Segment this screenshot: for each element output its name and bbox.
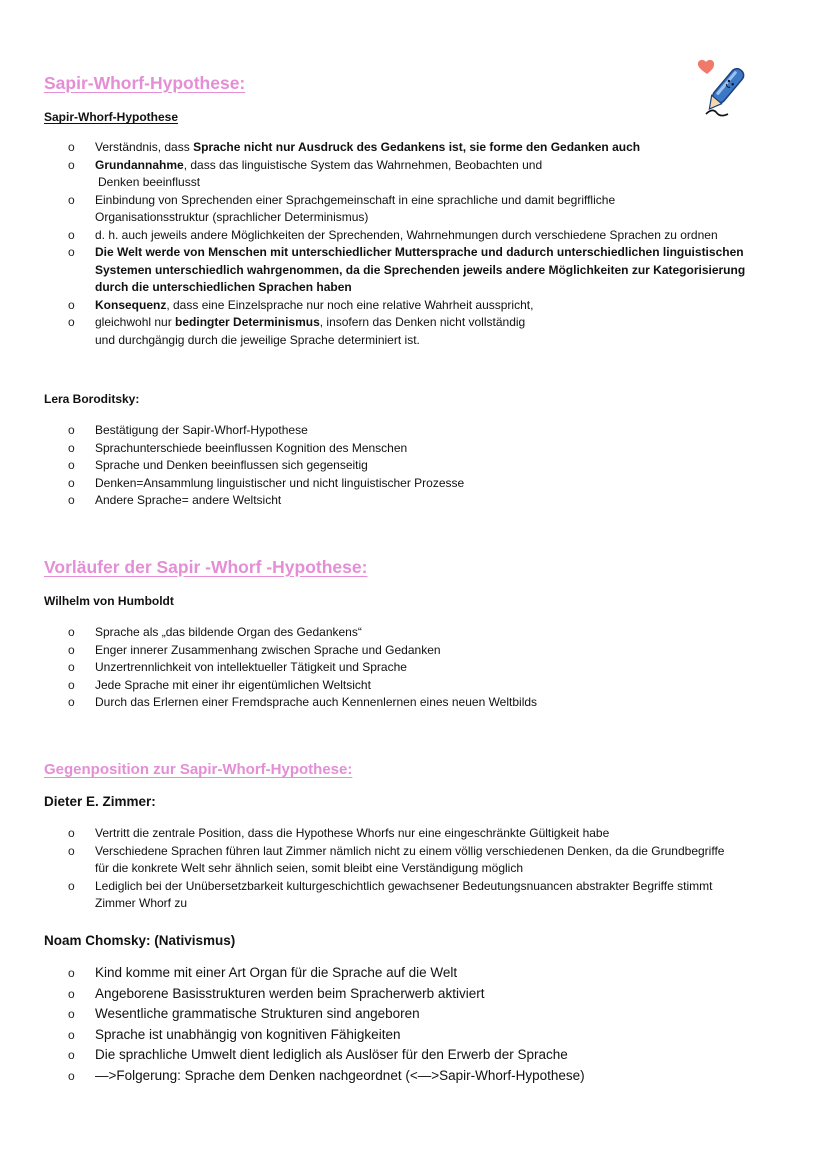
list-item: o gleichwohl nur bedingter Determinismus, insofern das Denken nicht vollständig und durchgängig durch die jeweilige Sprache determiniert ist.: [68, 315, 526, 347]
bullet-icon: o: [68, 966, 75, 980]
list-item: o Sprachunterschiede beeinflussen Kognition des Menschen: [0, 440, 790, 458]
bullet-icon: o: [68, 695, 75, 709]
bullet-icon: o: [68, 660, 75, 674]
list-item: o Jede Sprache mit einer ihr eigentümlichen Weltsicht: [0, 677, 790, 695]
bullet-icon: o: [68, 677, 75, 692]
bullet-icon: o: [68, 458, 75, 472]
list-item: o Grundannahme, dass das linguistische System das Wahrnehmen, Beobachten und Denken beeinflusst: [68, 157, 543, 189]
lera-boroditsky-list: [0, 422, 790, 510]
bullet-icon: o: [68, 440, 75, 455]
list-item: o Andere Sprache= andere Weltsicht: [0, 492, 790, 510]
bullet-icon: o: [68, 1007, 75, 1021]
list-item: o Vertritt die zentrale Position, dass die Hypothese Whorfs nur eine eingeschränkte Gültigkeit habe: [0, 825, 790, 843]
list-item: o Wesentliche grammatische Strukturen sind angeboren: [0, 1004, 790, 1025]
section-heading-gegenposition: Gegenposition zur Sapir-Whorf-Hypothese:: [44, 761, 353, 778]
list-item: o Sprache als „das bildende Organ des Gedankens“: [0, 624, 790, 642]
bullet-icon: o: [68, 986, 75, 1001]
list-item: o Unzertrennlichkeit von intellektueller Tätigkeit und Sprache: [0, 659, 790, 677]
list-item: o Die sprachliche Umwelt dient lediglich als Auslöser für den Erwerb der Sprache: [0, 1045, 790, 1066]
bullet-icon: o: [68, 1027, 75, 1042]
list-item: o Enger innerer Zusammenhang zwischen Sprache und Gedanken: [0, 642, 790, 660]
bullet-icon: o: [68, 1068, 75, 1083]
bullet-icon: o: [68, 826, 75, 840]
list-item: o Lediglich bei der Unübersetzbarkeit kulturgeschichtlich gewachsener Bedeutungsnuancen abstrakter Begriffe stimmt Zimmer Whorf zu: [68, 878, 713, 910]
bullet-icon: o: [68, 642, 75, 657]
bullet-icon: o: [68, 157, 75, 172]
bullet-icon: o: [68, 625, 75, 639]
list-item: o Durch das Erlernen einer Fremdsprache auch Kennenlernen eines neuen Weltbilds: [0, 694, 790, 712]
bullet-icon: o: [68, 1048, 75, 1062]
bullet-icon: o: [68, 245, 75, 259]
bullet-icon: o: [68, 315, 75, 329]
list-item: o —>Folgerung: Sprache dem Denken nachgeordnet (<—>Sapir-Whorf-Hypothese): [0, 1066, 790, 1087]
sapir-whorf-list: [0, 139, 790, 349]
list-item: o Denken=Ansammlung linguistischer und nicht linguistischer Prozesse: [0, 475, 790, 493]
chomsky-list: [0, 963, 790, 1086]
bullet-icon: o: [68, 140, 75, 154]
humboldt-list: [0, 624, 790, 712]
list-item: o Sprache und Denken beeinflussen sich gegenseitig: [0, 457, 790, 475]
list-item: o Angeborene Basisstrukturen werden beim Spracherwerb aktiviert: [0, 984, 790, 1005]
bullet-icon: o: [68, 227, 75, 242]
subheading-zimmer: Dieter E. Zimmer:: [44, 794, 156, 809]
pen-with-heart-icon: [694, 58, 750, 120]
bullet-icon: o: [68, 493, 75, 507]
bullet-icon: o: [68, 878, 75, 893]
list-item: o Sprache ist unabhängig von kognitiven Fähigkeiten: [0, 1025, 790, 1046]
list-item: o Die Welt werde von Menschen mit unterschiedlicher Muttersprache und dadurch unterschiedlichen linguistischen Systemen unterschiedlich wahrgenommen, da die Sprechenden jeweils andere Möglichkeiten zur Kategorisierung durch die unterschiedlichen Sprachen haben: [68, 245, 746, 294]
bullet-icon: o: [68, 423, 75, 437]
subheading-lera-boroditsky: Lera Boroditsky:: [44, 392, 140, 406]
list-item: o d. h. auch jeweils andere Möglichkeiten der Sprechenden, Wahrnehmungen durch verschiedene Sprachen zu ordnen: [0, 227, 790, 245]
subheading-sapir-whorf: Sapir-Whorf-Hypothese: [44, 110, 179, 124]
subheading-humboldt: Wilhelm von Humboldt: [44, 594, 174, 608]
list-item: o Bestätigung der Sapir-Whorf-Hypothese: [0, 422, 790, 440]
list-item: o Kind komme mit einer Art Organ für die Sprache auf die Welt: [0, 963, 790, 984]
bullet-icon: o: [68, 297, 75, 312]
section-heading-vorlaeufer: Vorläufer der Sapir -Whorf -Hypothese:: [44, 557, 368, 577]
bullet-icon: o: [68, 475, 75, 490]
list-item: o Konsequenz, dass eine Einzelsprache nur noch eine relative Wahrheit ausspricht,: [0, 297, 790, 315]
list-item: o Einbindung von Sprechenden einer Sprachgemeinschaft in eine sprachliche und damit begriffliche Organisationsstruktur (sprachlicher Determinismus): [68, 192, 616, 224]
section-heading-sapir-whorf: Sapir-Whorf-Hypothese:: [44, 73, 246, 93]
list-item: o Verschiedene Sprachen führen laut Zimmer nämlich nicht zu einem völlig verschiedenen Denken, da die Grundbegriffe für die konkrete Welt sehr ähnlich seien, somit bleibt eine Verständigung möglich: [68, 843, 725, 875]
bullet-icon: o: [68, 843, 75, 858]
subheading-chomsky: Noam Chomsky: (Nativismus): [44, 933, 236, 948]
list-item: o Verständnis, dass Sprache nicht nur Ausdruck des Gedankens ist, sie forme den Gedanken auch: [0, 139, 790, 157]
bullet-icon: o: [68, 192, 75, 207]
zimmer-list: [0, 825, 790, 913]
